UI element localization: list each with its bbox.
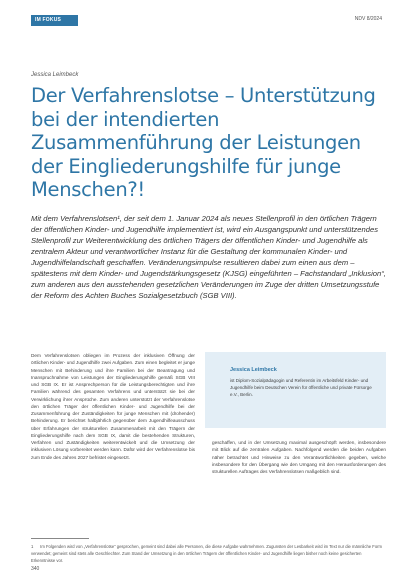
article-lead: Mit dem Verfahrenslotsen¹, der seit dem 1. Januar 2024 als neues Stellenprofil in den örtlichen Trägern der öffentlichen Kinder- und Jugendhilfe implementiert ist, wird ein Ausgangspunkt und unterstützendes Stellenprofil zur Weiterentwicklung des örtlichen Trägers der öffentlichen Kinder- und Jugendhilfe als zentralem Akteur und verantwortlicher Instanz für die Gestaltung der kommunalen Kinder- und Jugendhilfelandschaft geschaffen. Veränderungsimpulse resultieren dabei zum einen aus dem – spätestens mit dem Kinder- und Jugendstärkungsgesetz (KJSG) eingeführten – Fachstandard „Inklusion“, zum anderen aus den ausstehenden gesetzlichen Veränderungen im Zuge der dritten Umsetzungsstufe der Reform des Achten Buches Sozialgesetzbuch (SGB VIII). (31, 214, 386, 300)
footnote-text: Im Folgenden wird von „Verfahrenslotse“ gesprochen, gemeint sind dabei alle Personen, die diese Aufgabe wahrnehmen. Zugunsten der Lesbarkeit wird im Text nur die männliche Form verwendet; gemeint sind stets alle Geschlechter. Zum Stand der Umsetzung in den örtlichen Trägern der öffentlichen Kinder- und Jugendhilfe liegen bisher noch keine gesicherten Erkenntnisse vor. (31, 544, 383, 563)
footnote-divider (31, 538, 89, 539)
infobox-author-bio: ist Diplom-Sozialpädagogin und Referentin im Arbeitsfeld Kinder- und Jugendhilfe beim Deutschen Verein für öffentliche und private Fürsorge e.V., Berlin. (230, 378, 372, 397)
infobox-author-name: Jessica Leimbeck (230, 367, 277, 373)
body-column-left: Dem Verfahrenslotsen obliegen im Prozess der inklusiven Öffnung der örtlichen Kinder- und Jugendhilfe zwei Aufgaben. Zum einen begleitet er junge Menschen mit Behinderung und ihre Familien bei der Beantragung und Inanspruchnahme von Leistungen der Eingliederungshilfe gemäß SGB VIII und SGB IX. Er ist Ansprechperson für die Leistungsberechtigten und ihre Familien während des gesamten Verfahrens und unterstützt sie bei der Verwirklichung ihrer Ansprüche. Zum anderen unterstützt der Verfahrenslotse den örtlichen Träger der öffentlichen Kinder- und Jugendhilfe bei der Zusammenführung der Zuständigkeiten für junge Menschen mit (drohender) Behinderung. Er berichtet halbjährlich gegenüber dem Jugendhilfeausschuss über Erfahrungen der strukturellen Zusammenarbeit mit den Trägern der Eingliederungshilfe nach dem SGB IX, damit die bestehenden Strukturen, Verfahren und Zuständigkeiten weiterentwickelt und die Umsetzung der inklusiven Lösung vorbereitet werden kann. Dafür wird der Verfahrenslotse bis zum Ende des Jahres 2027 befristet eingesetzt. (31, 353, 195, 460)
body-column-right: geschaffen, und in der Umsetzung maximal ausgeschöpft werden, insbesondere mit Blick auf die zentralen Aufgaben. Nachfolgend werden die beiden Aufgaben näher betrachtet und Hinweise zu den Verantwortlichkeiten gegeben, welche insbesondere für den Übergang wie den Umgang mit den Herausforderungen des strukturellen Auftrages des Verfahrenslotsen maßgeblich sind. (212, 440, 386, 474)
footnote (31, 543, 386, 564)
section-tag: IM FOKUS (31, 15, 78, 26)
author-name: Jessica Leimbeck (31, 72, 79, 78)
author-infobox (205, 352, 386, 428)
page-number: 340 (31, 566, 40, 572)
footnote-number: 1 (31, 544, 34, 549)
issue-label: NDV 8/2024 (354, 16, 382, 22)
article-title: Der Verfahrenslotse – Unterstützung bei der intendierten Zusammenführung der Leistungen der Eingliederungshilfe für junge Menschen?! (31, 84, 376, 201)
